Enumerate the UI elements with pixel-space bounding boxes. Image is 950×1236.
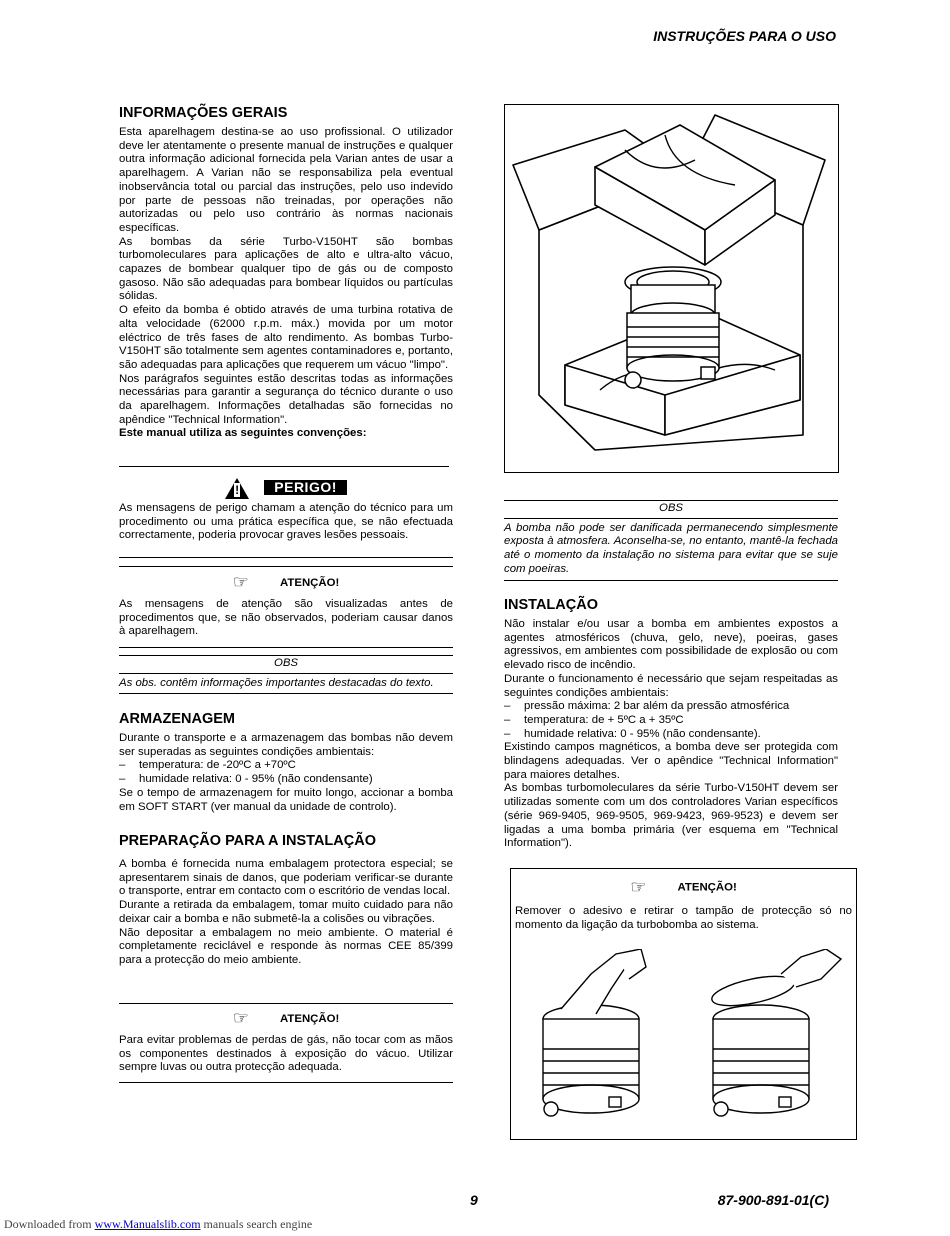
pointing-hand-icon: ☞: [630, 877, 647, 897]
download-attribution: [4, 1217, 312, 1232]
attention-notice: [119, 572, 453, 639]
divider: [119, 466, 449, 467]
attention-label: ATENÇÃO!: [280, 576, 340, 589]
danger-text: As mensagens de perigo chamam a atenção do técnico para um procedimento ou uma prática específica que, se não efectuada correctamente, poderia provocar graves lesões pessoais.: [119, 502, 453, 542]
danger-label: PERIGO!: [264, 480, 347, 496]
pointing-hand-icon: ☞: [232, 572, 249, 592]
storage-outro: Se o tempo de armazenagem for muito longo, accionar a bomba em SOFT START (ver manual da unidade de controlo).: [119, 786, 453, 813]
obs-notice-right: [504, 502, 838, 581]
page-number: 9: [470, 1192, 478, 1208]
warning-triangle-icon: !: [225, 478, 249, 499]
storage-heading: ARMAZENAGEM: [119, 711, 235, 727]
installation-paragraph: Existindo campos magnéticos, a bomba deve ser protegida com blindagens adequadas. Ver o apêndice "Technical Information" para maiores detalhes.: [504, 741, 838, 781]
download-suffix: manuals search engine: [203, 1217, 313, 1231]
storage-condition-item: – humidade relativa: 0 - 95% (não condensante): [119, 773, 453, 787]
divider: [119, 566, 453, 567]
obs-label: OBS: [658, 502, 684, 514]
section-installation: [504, 596, 838, 851]
general-info-paragraph: As bombas da série Turbo-V150HT são bombas turbomoleculares para aplicações de alto e ultra-alto vácuo, capazes de bombear qualquer tipo de gás ou de composto gasoso. Não são adequadas para bombear líquidos ou partículas sólidas.: [119, 235, 453, 303]
preparation-paragraph: A bomba é fornecida numa embalagem protectora especial; se apresentarem sinais de danos, que poderiam verificar-se durante o transporte, entrar em contacto com o escritório de vendas local.: [119, 858, 453, 898]
general-info-heading: INFORMAÇÕES GERAIS: [119, 105, 288, 121]
preparation-paragraph: Durante a retirada da embalagem, tomar muito cuidado para não deixar cair a bomba e não submetê-la a colisões ou vibrações.: [119, 899, 453, 925]
attention-notice-gas: [119, 1008, 453, 1075]
general-info-paragraph: Esta aparelhagem destina-se ao uso profissional. O utilizador deve ler atentamente o presente manual de instruções e qualquer outra informação adicional fornecida pela Varian antes de usar a aparelhagem. A Varian não se responsabiliza pela eventual inobservância total ou parcial das instruções, pelo uso indevido por parte de pessoas não treinadas, por operações não autorizadas ou pelo uso contrário às normas nacionais específicas.: [119, 126, 453, 234]
divider: [119, 647, 453, 648]
obs-text: A bomba não pode ser danificada permanecendo simplesmente exposta à atmosfera. Aconselha-se, no entanto, mantê-la fechada até o momento da instalação no sistema para evitar que se suje com poeiras.: [504, 521, 838, 575]
attention-box-protection-cap: [510, 868, 857, 1140]
packaging-illustration: [504, 104, 839, 473]
preparation-paragraph: Não depositar a embalagem no meio ambiente. O material é completamente reciclável e responde às normas CEE 85/399 para a protecção do meio ambiente.: [119, 926, 453, 966]
download-prefix: Downloaded from: [4, 1217, 92, 1231]
storage-intro: Durante o transporte e a armazenagem das bombas não devem ser superadas as seguintes condições ambientais:: [119, 732, 453, 758]
page-header-title: INSTRUÇÕES PARA O USO: [653, 28, 836, 44]
installation-condition-item: – pressão máxima: 2 bar além da pressão atmosférica: [504, 700, 838, 714]
attention-text: As mensagens de atenção são visualizadas antes de procedimentos que, se não observados, poderiam causar danos à aparelhagem.: [119, 598, 453, 638]
divider: [119, 655, 453, 656]
divider: [119, 1003, 453, 1004]
storage-condition-item: – temperatura: de -20ºC a +70ºC: [119, 759, 453, 773]
remove-cap-drawing: [521, 949, 846, 1134]
obs-text: As obs. contêm informações importantes destacadas do texto.: [119, 676, 434, 689]
general-info-paragraph: O efeito da bomba é obtido através de uma turbina rotativa de alta velocidade (62000 r.p.m. máx.) movida por um motor eléctrico de três fases de alto rendimento. As bombas Turbo-V150HT são totalmente sem agentes contaminadores e, portanto, são adequadas para aplicações que requerem um vácuo "limpo".: [119, 304, 453, 371]
pointing-hand-icon: ☞: [232, 1008, 249, 1028]
installation-paragraph: Durante o funcionamento é necessário que sejam respeitadas as seguintes condições ambientais:: [504, 672, 838, 699]
installation-condition-item: – humidade relativa: 0 - 95% (não condensante).: [504, 728, 838, 742]
obs-notice: [119, 657, 453, 694]
installation-condition-item: – temperatura: de + 5ºC a + 35ºC: [504, 714, 838, 728]
section-storage: [119, 710, 453, 814]
general-info-paragraph: Nos parágrafos seguintes estão descritas todas as informações necessárias para garantir a segurança do técnico durante o uso da aparelhagem. Informações detalhadas são fornecidas no apêndice "Technical Information".: [119, 372, 453, 426]
document-code: 87-900-891-01(C): [717, 1192, 829, 1208]
divider: [504, 500, 838, 501]
attention-label: ATENÇÃO!: [677, 881, 737, 894]
obs-label: OBS: [273, 657, 299, 669]
section-preparation: [119, 832, 453, 968]
divider: [119, 1082, 453, 1083]
preparation-heading: PREPARAÇÃO PARA A INSTALAÇÃO: [119, 833, 376, 849]
installation-paragraph: Não instalar e/ou usar a bomba em ambientes expostos a agentes atmosféricos (chuva, gelo, neve), poeiras, gases agressivos, em ambientes com possibilidade de explosão ou com elevado risco de incêndio.: [504, 618, 838, 672]
conventions-line: Este manual utiliza as seguintes convenções:: [119, 427, 367, 440]
attention-text: Para evitar problemas de perdas de gás, não tocar com as mãos os componentes destinados à exposição do vácuo. Utilizar sempre luvas ou outra protecção adequada.: [119, 1034, 453, 1074]
installation-paragraph: As bombas turbomoleculares da série Turbo-V150HT devem ser utilizadas somente com um dos controladores Varian específicos (série 969-9405, 969-9505, 969-9423, 969-9523) e devem ser ligadas a uma bomba primária (ver esquema em "Technical Information").: [504, 782, 838, 850]
attention-text: Remover o adesivo e retirar o tampão de protecção só no momento da ligação da turbobomba ao sistema.: [515, 905, 852, 931]
installation-heading: INSTALAÇÃO: [504, 597, 598, 613]
section-general-info: [119, 104, 453, 441]
danger-notice: [119, 478, 453, 543]
manualslib-link[interactable]: www.Manualslib.com: [94, 1217, 201, 1231]
attention-label: ATENÇÃO!: [280, 1012, 340, 1025]
pump-in-packaging-drawing: [505, 105, 838, 472]
divider: [119, 557, 453, 558]
